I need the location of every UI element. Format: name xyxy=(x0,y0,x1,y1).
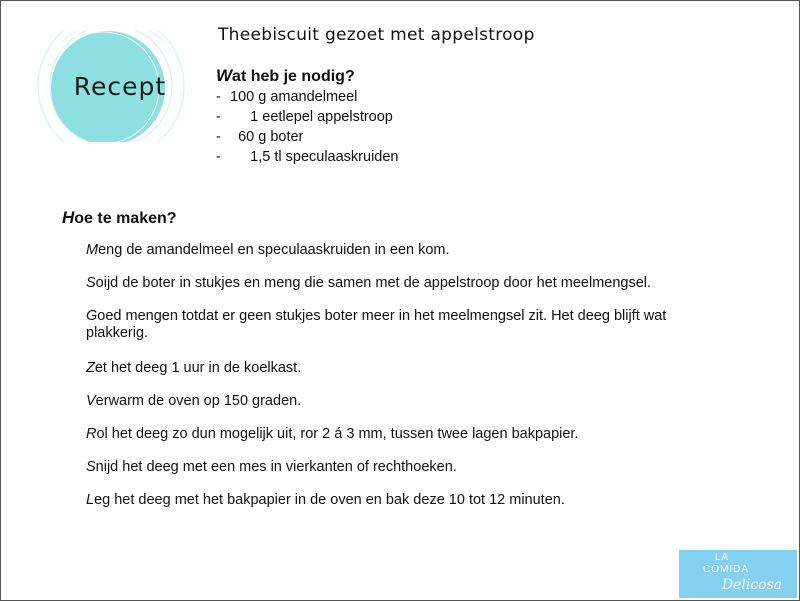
brand-line-1: LA xyxy=(714,552,730,563)
ingredient-dash: - xyxy=(216,129,221,145)
ingredients-heading-initial: W xyxy=(216,66,233,85)
method-heading-text: oe te maken? xyxy=(74,210,177,227)
step-initial: S xyxy=(86,275,96,291)
ingredient-list xyxy=(216,87,399,167)
method-step xyxy=(86,360,686,377)
ingredient-text: 1,5 tl speculaaskruiden xyxy=(226,149,399,165)
step-initial: R xyxy=(86,426,97,442)
step-initial: M xyxy=(86,242,99,258)
step-text: eg het deeg met het bakpapier in de oven en bak deze 10 tot 12 minuten. xyxy=(94,492,565,508)
step-text: erwarm de oven op 150 graden. xyxy=(95,393,302,409)
ingredient-dash: - xyxy=(216,149,221,165)
method-step xyxy=(86,242,686,259)
step-text: nijd het deeg met een mes in vierkanten of rechthoeken. xyxy=(95,459,457,475)
brand-line-2: COMIDA xyxy=(703,564,749,575)
brand-logo xyxy=(679,550,797,598)
method-heading-initial: H xyxy=(62,208,75,227)
method-step xyxy=(86,492,686,509)
step-text: oijd de boter in stukjes en meng die samen met de appelstroop door het meelmengsel. xyxy=(95,275,652,291)
method-step xyxy=(86,308,686,342)
step-initial: L xyxy=(86,492,95,508)
step-initial: S xyxy=(86,459,96,475)
recipe-title: Theebiscuit gezoet met appelstroop xyxy=(218,25,535,45)
brand-line-3: Delicosa xyxy=(721,577,783,593)
ingredient-dash: - xyxy=(216,89,221,105)
ingredient-item xyxy=(216,107,399,127)
step-initial: Z xyxy=(86,360,95,376)
step-text: eng de amandelmeel en speculaaskruiden in een kom. xyxy=(98,242,450,258)
ingredient-item xyxy=(216,127,399,147)
step-text: oed mengen totdat er geen stukjes boter meer in het meelmengsel zit. Het deeg blijft wat plakkerig. xyxy=(86,308,667,341)
ingredient-text: 1 eetlepel appelstroop xyxy=(226,109,393,125)
ingredient-text: 100 g amandelmeel xyxy=(226,89,358,105)
step-initial: G xyxy=(86,308,98,324)
ingredient-dash: - xyxy=(216,109,221,125)
method-step xyxy=(86,426,686,443)
ingredient-item xyxy=(216,87,399,107)
ingredients-heading xyxy=(216,66,355,86)
ingredient-item xyxy=(216,147,399,167)
method-steps xyxy=(86,242,686,525)
step-initial: V xyxy=(86,393,96,409)
recept-logo xyxy=(32,30,190,142)
step-text: et het deeg 1 uur in de koelkast. xyxy=(94,360,302,376)
ingredients-heading-text: at heb je nodig? xyxy=(232,68,355,85)
method-step xyxy=(86,393,686,410)
method-heading xyxy=(62,208,177,228)
method-step xyxy=(86,275,686,292)
logo-text: Recept xyxy=(73,72,167,101)
step-text: ol het deeg zo dun mogelijk uit, ror 2 á 3 mm, tussen twee lagen bakpapier. xyxy=(96,426,579,442)
method-step xyxy=(86,459,686,476)
ingredient-text: 60 g boter xyxy=(226,129,304,145)
